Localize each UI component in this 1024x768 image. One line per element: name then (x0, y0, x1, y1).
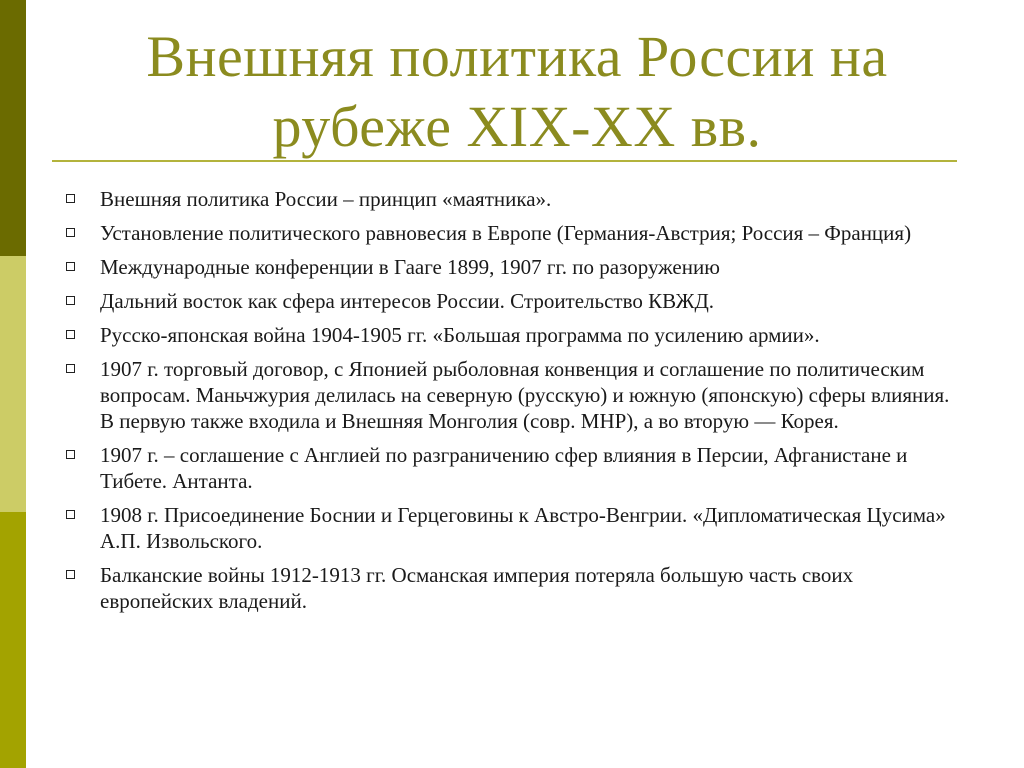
bullet-item (64, 562, 964, 614)
bullet-text: Международные конференции в Гааге 1899, 1907 гг. по разоружению (100, 255, 720, 279)
hollow-square-icon (66, 194, 75, 203)
hollow-square-icon (66, 364, 75, 373)
hollow-square-icon (66, 262, 75, 271)
bullet-item (64, 322, 964, 348)
bullet-item (64, 186, 964, 212)
bullet-text: Установление политического равновесия в Европе (Германия-Австрия; Россия – Франция) (100, 221, 912, 245)
bullet-text: 1907 г. торговый договор, с Японией рыболовная конвенция и соглашение по политическим вопросам. Маньчжурия делилась на северную (русскую) и южную (японскую) сферы влияния. В первую также входила и Внешняя Монголия (совр. МНР), а во вторую — Корея. (100, 357, 950, 433)
bullet-item (64, 502, 964, 554)
bullet-item (64, 442, 964, 494)
hollow-square-icon (66, 228, 75, 237)
hollow-square-icon (66, 296, 75, 305)
hollow-square-icon (66, 510, 75, 519)
slide-title (40, 22, 994, 162)
slide-title-line-2: рубеже XIX-XX вв. (272, 94, 762, 159)
bullet-text: Балканские войны 1912-1913 гг. Османская империя потеряла большую часть своих европейских владений. (100, 563, 854, 613)
bullet-text: 1908 г. Присоединение Боснии и Герцеговины к Австро-Венгрии. «Дипломатическая Цусима» А.П. Извольского. (100, 503, 946, 553)
bullet-text: Русско-японская война 1904-1905 гг. «Большая программа по усилению армии». (100, 323, 820, 347)
bullet-item (64, 288, 964, 314)
hollow-square-icon (66, 330, 75, 339)
side-bar-top (0, 0, 26, 256)
side-bar-bottom (0, 512, 26, 768)
bullet-item (64, 220, 964, 246)
bullet-text: Внешняя политика России – принцип «маятника». (100, 187, 552, 211)
side-bar-middle (0, 256, 26, 512)
hollow-square-icon (66, 450, 75, 459)
hollow-square-icon (66, 570, 75, 579)
bullet-list (64, 186, 964, 622)
bullet-text: Дальний восток как сфера интересов России. Строительство КВЖД. (100, 289, 715, 313)
bullet-item (64, 356, 964, 434)
bullet-item (64, 254, 964, 280)
slide-title-line-1: Внешняя политика России на (146, 24, 888, 89)
title-divider (52, 160, 957, 162)
bullet-text: 1907 г. – соглашение с Англией по разграничению сфер влияния в Персии, Афганистане и Тибете. Антанта. (100, 443, 908, 493)
